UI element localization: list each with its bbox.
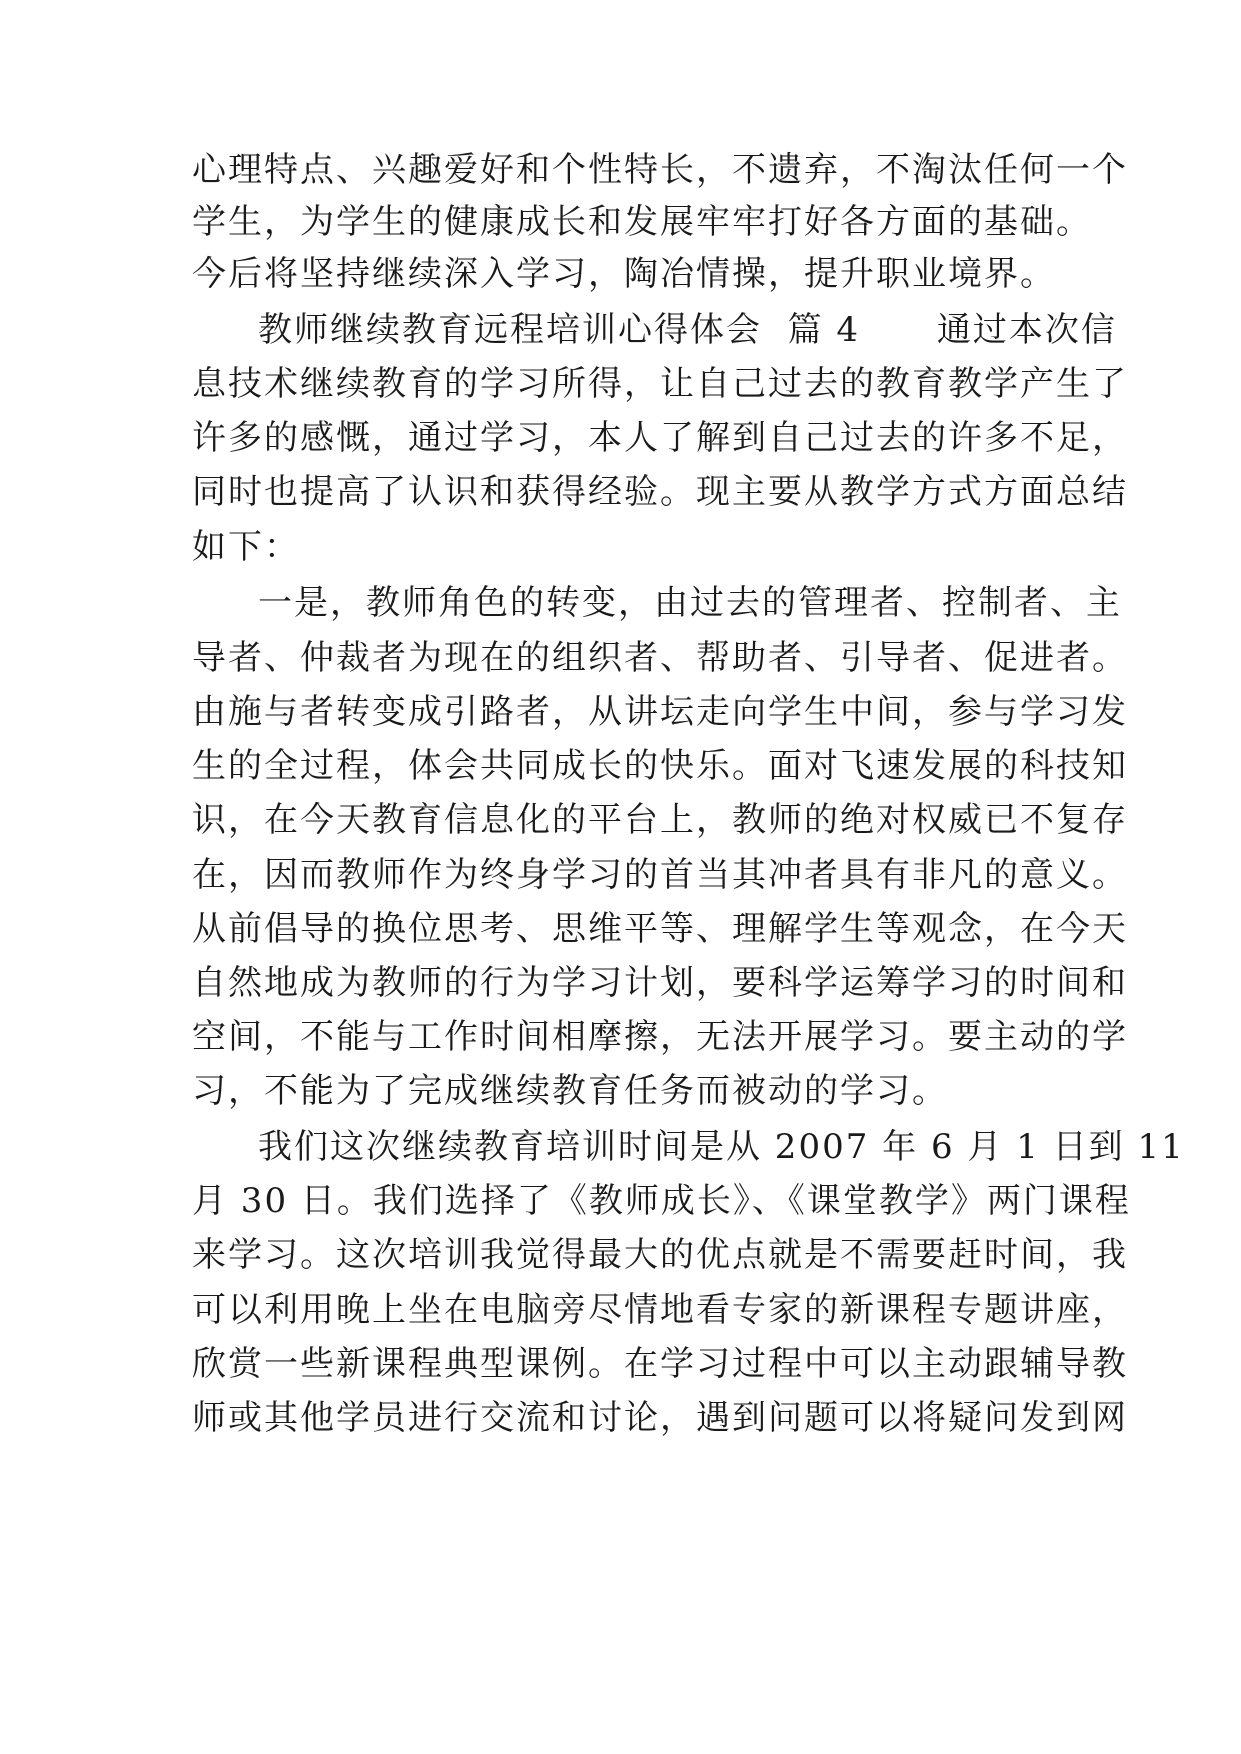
text-line: 我们这次继续教育培训时间是从 2007 年 6 月 1 日到 11 xyxy=(258,1127,1185,1167)
text-line: 生的全过程，体会共同成长的快乐。面对飞速发展的科技知 xyxy=(192,746,1128,786)
text-line: 月 30 日。我们选择了《教师成长》、《课堂教学》两门课程 xyxy=(192,1181,1131,1221)
text-line: 从前倡导的换位思考、思维平等、理解学生等观念，在今天 xyxy=(192,909,1128,949)
text-line: 一是，教师角色的转变，由过去的管理者、控制者、主 xyxy=(258,583,1122,623)
text-line: 空间，不能与工作时间相摩擦，无法开展学习。要主动的学 xyxy=(192,1017,1128,1057)
text-line: 许多的感慨，通过学习，本人了解到自己过去的许多不足， xyxy=(192,418,1128,458)
text-line: 欣赏一些新课程典型课例。在学习过程中可以主动跟辅导教 xyxy=(192,1344,1128,1384)
text-line: 由施与者转变成引路者，从讲坛走向学生中间，参与学习发 xyxy=(192,692,1128,732)
text-line: 来学习。这次培训我觉得最大的优点就是不需要赶时间，我 xyxy=(192,1235,1128,1275)
text-line: 如下： xyxy=(192,527,300,567)
text-line: 同时也提高了认识和获得经验。现主要从教学方式方面总结 xyxy=(192,472,1128,512)
text-line: 导者、仲裁者为现在的组织者、帮助者、引导者、促进者。 xyxy=(192,638,1128,678)
text-line: 师或其他学员进行交流和讨论，遇到问题可以将疑问发到网 xyxy=(192,1398,1128,1438)
text-line: 可以利用晚上坐在电脑旁尽情地看专家的新课程专题讲座， xyxy=(192,1290,1128,1330)
text-line: 习，不能为了完成继续教育任务而被动的学习。 xyxy=(192,1071,948,1111)
text-line: 息技术继续教育的学习所得，让自己过去的教育教学产生了 xyxy=(192,364,1128,404)
text-line: 识，在今天教育信息化的平台上，教师的绝对权威已不复存 xyxy=(192,800,1128,840)
text-line: 在，因而教师作为终身学习的首当其冲者具有非凡的意义。 xyxy=(192,855,1128,895)
text-line: 教师继续教育远程培训心得体会 篇 4 通过本次信 xyxy=(258,310,1117,350)
text-line: 今后将坚持继续深入学习，陶冶情操，提升职业境界。 xyxy=(192,254,1056,294)
text-line: 心理特点、兴趣爱好和个性特长，不遗弃，不淘汰任何一个 xyxy=(192,150,1128,190)
text-line: 学生，为学生的健康成长和发展牢牢打好各方面的基础。 xyxy=(192,202,1092,242)
text-line: 自然地成为教师的行为学习计划，要科学运筹学习的时间和 xyxy=(192,963,1128,1003)
